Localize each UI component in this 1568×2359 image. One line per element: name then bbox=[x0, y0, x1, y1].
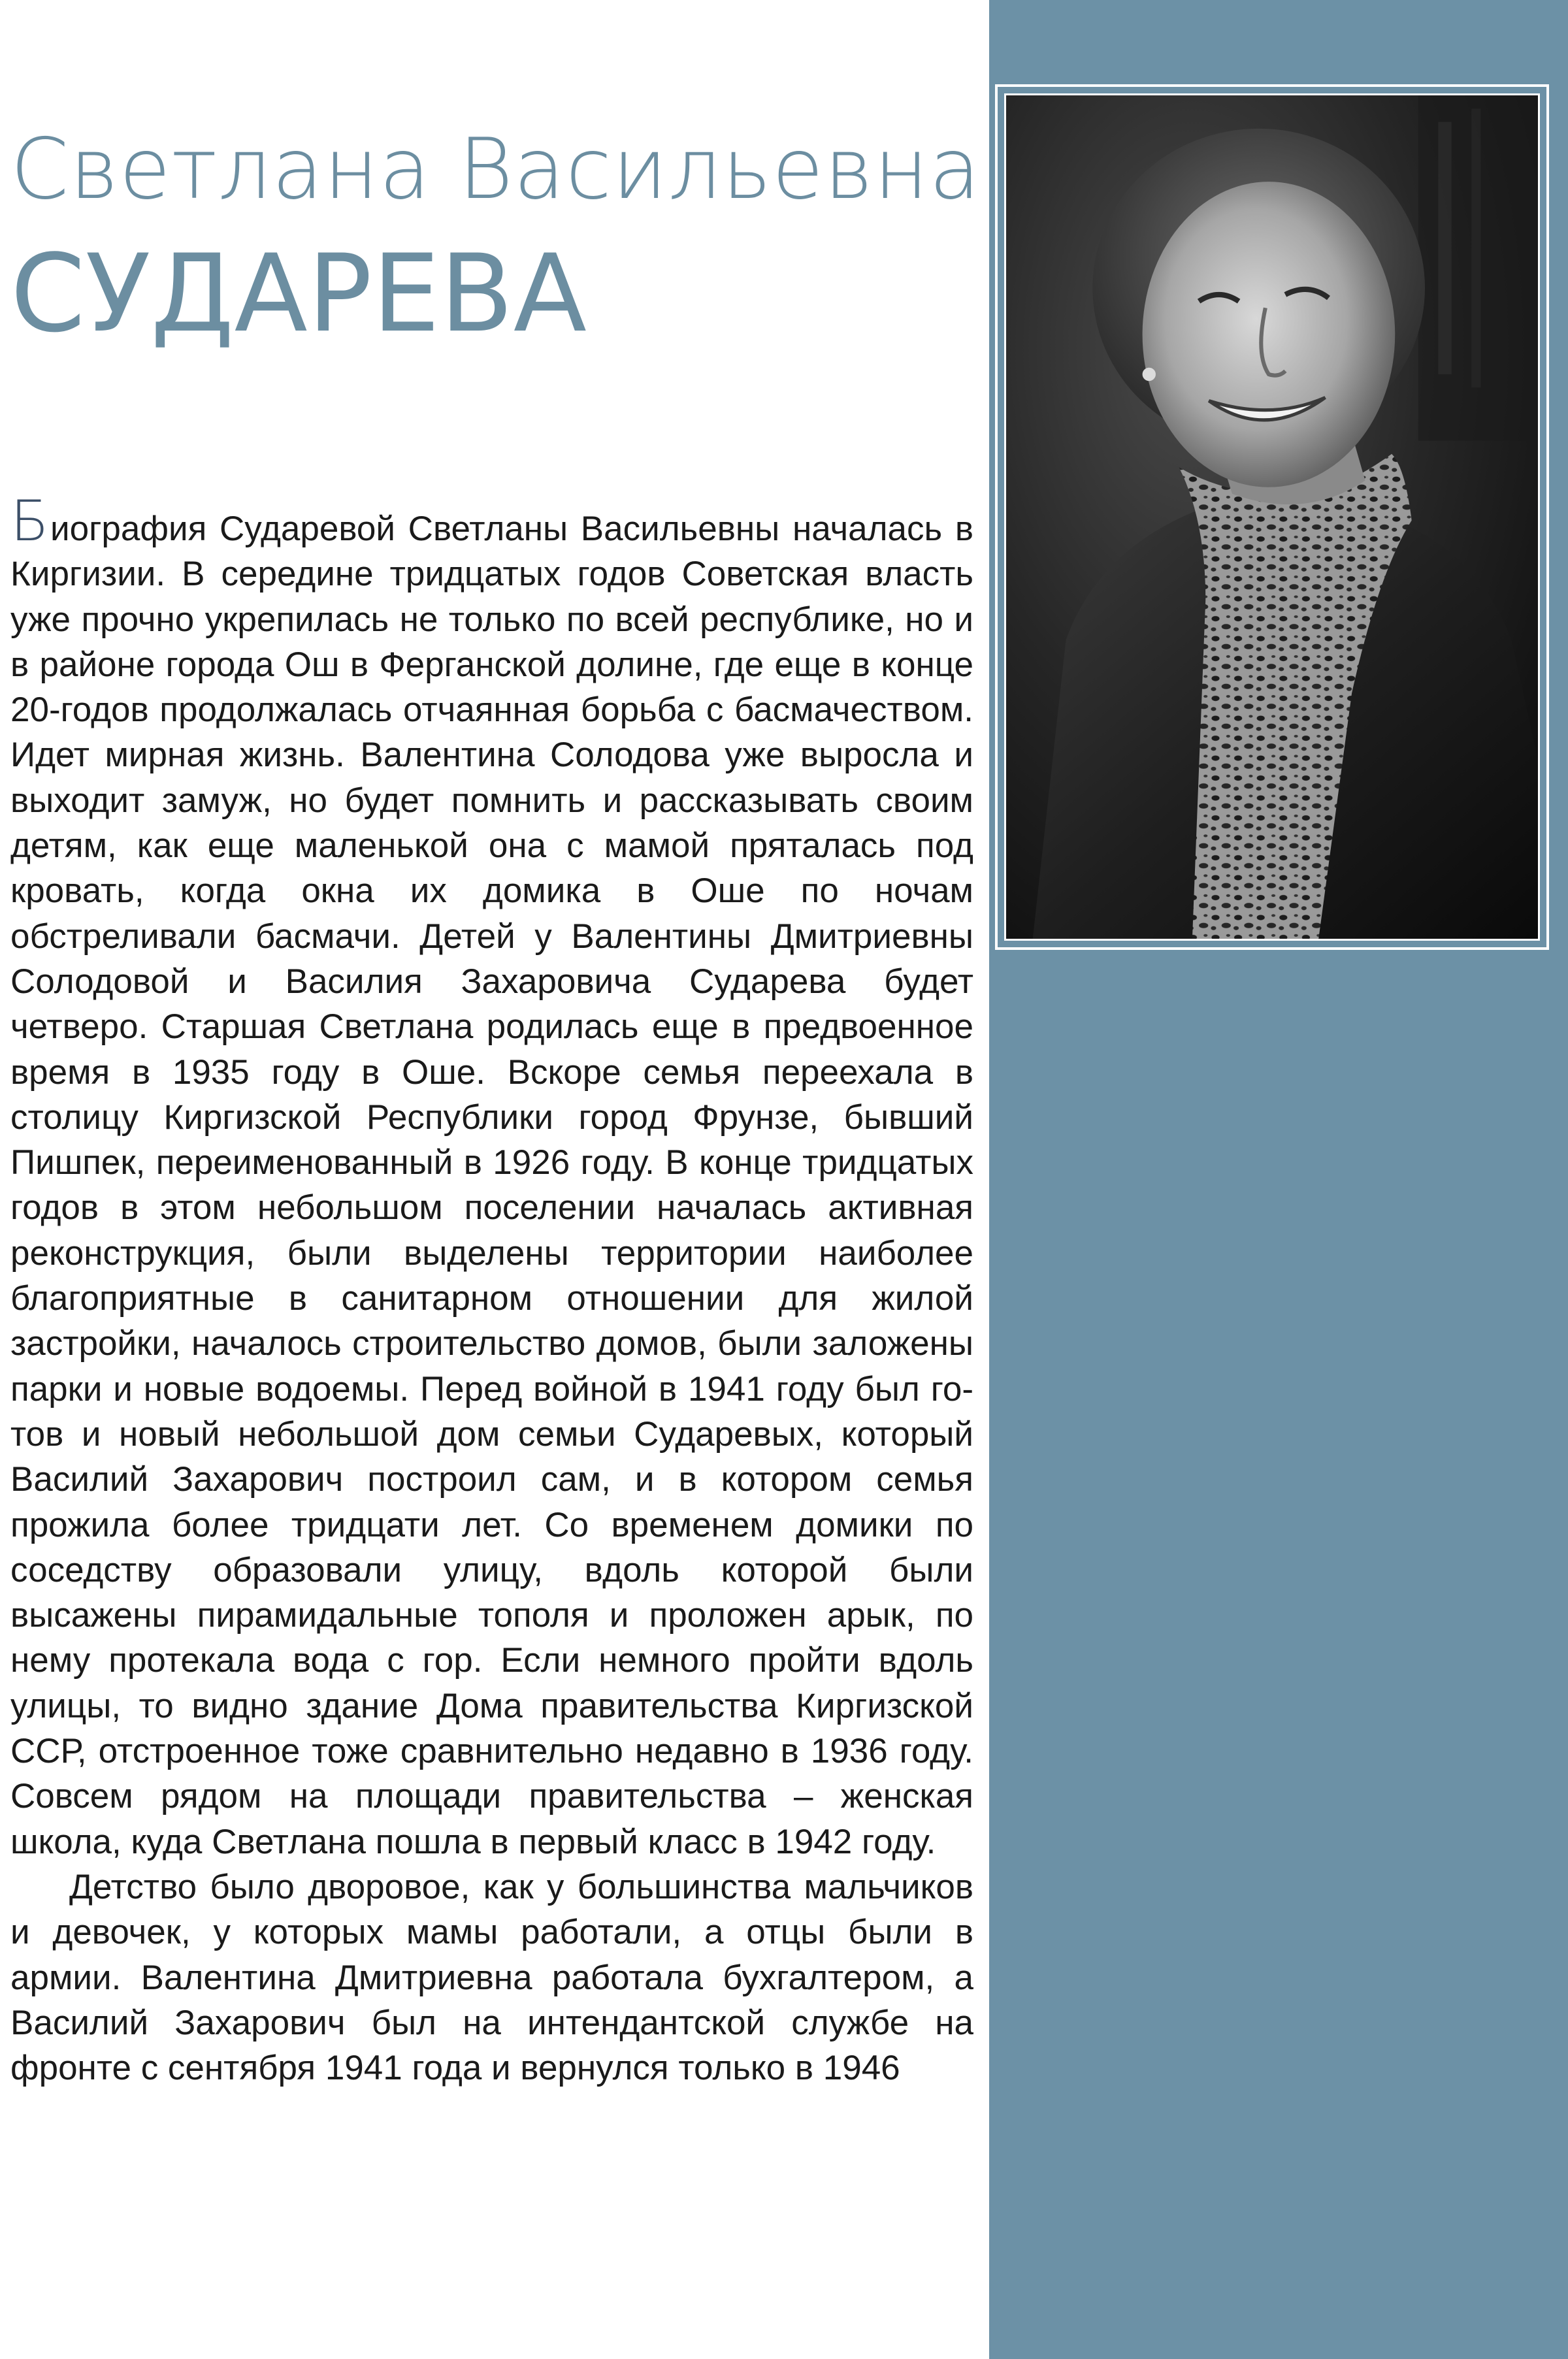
bio-paragraph-2: Детство было дворовое, как у большинства мальчиков и девочек, у которых мамы работали, а отцы были в армии. Валентина Дмитриевна работала бухгалтером, а Василий Захарович был на интендантской службе на фронте с сентября 1941 года и вернулся только в 1946 bbox=[10, 1867, 973, 2088]
person-name-first: Светлана Васильевна bbox=[10, 121, 981, 218]
portrait-photo-illustration bbox=[1006, 95, 1538, 939]
bio-paragraph-1-text: иография Сударевой Светланы Васильевны началась в Киргизии. В середине тридцатых годов Советская власть уже прочно укрепилась не только по всей республике, но и в районе города Ош в Ферганской долине, где еще в конце 20-годов продолжалась отчаянная борьба с басмачеством. Идет мирная жизнь. Валентина Солодова уже выросла и выходит замуж, но будет помнить и рассказывать своим детям, как еще маленькой она с мамой пряталась под кровать, когда окна их домика в Оше по ночам обстреливали басмачи. Детей у Валентины Дмитриевны Солодовой и Василия Захаровича Сударева будет четверо. Старшая Светлана родилась еще в предвоенное время в 1935 году в Оше. Вскоре семья переехала в столицу Киргизской Республики город Фрунзе, бывший Пишпек, переименованный в 1926 году. В конце тридцатых годов в этом небольшом поселении началась активная реконструкция, были выделены территории наиболее благоприятные в санитарном отношении для жилой застройки, началось строительство домов, были заложены парки и новые водоемы. Перед войной в 1941 году был готов и новый небольшой дом семьи Сударевых, который Василий Захарович построил сам, и в котором семья прожила более тридцати лет. Со временем домики по соседству образовали улицу, вдоль которой были высажены пирамидальные тополя и проложен арык, по нему протекала вода с гор. Если немного пройти вдоль улицы, то видно здание Дома правительства Киргизской ССР, отстроенное тоже сравнительно недавно в 1936 году. Совсем рядом на площади правительства – женская школа, куда Светлана пошла в первый класс в 1942 году. bbox=[10, 510, 973, 1861]
drop-cap-letter: Б bbox=[10, 489, 49, 554]
biography-text bbox=[10, 489, 973, 2091]
person-surname: СУДАРЕВА bbox=[10, 231, 587, 356]
photo-frame bbox=[995, 84, 1549, 950]
portrait-photo bbox=[1004, 93, 1540, 941]
text-column bbox=[10, 0, 981, 2359]
bio-paragraph-1 bbox=[10, 489, 973, 1864]
